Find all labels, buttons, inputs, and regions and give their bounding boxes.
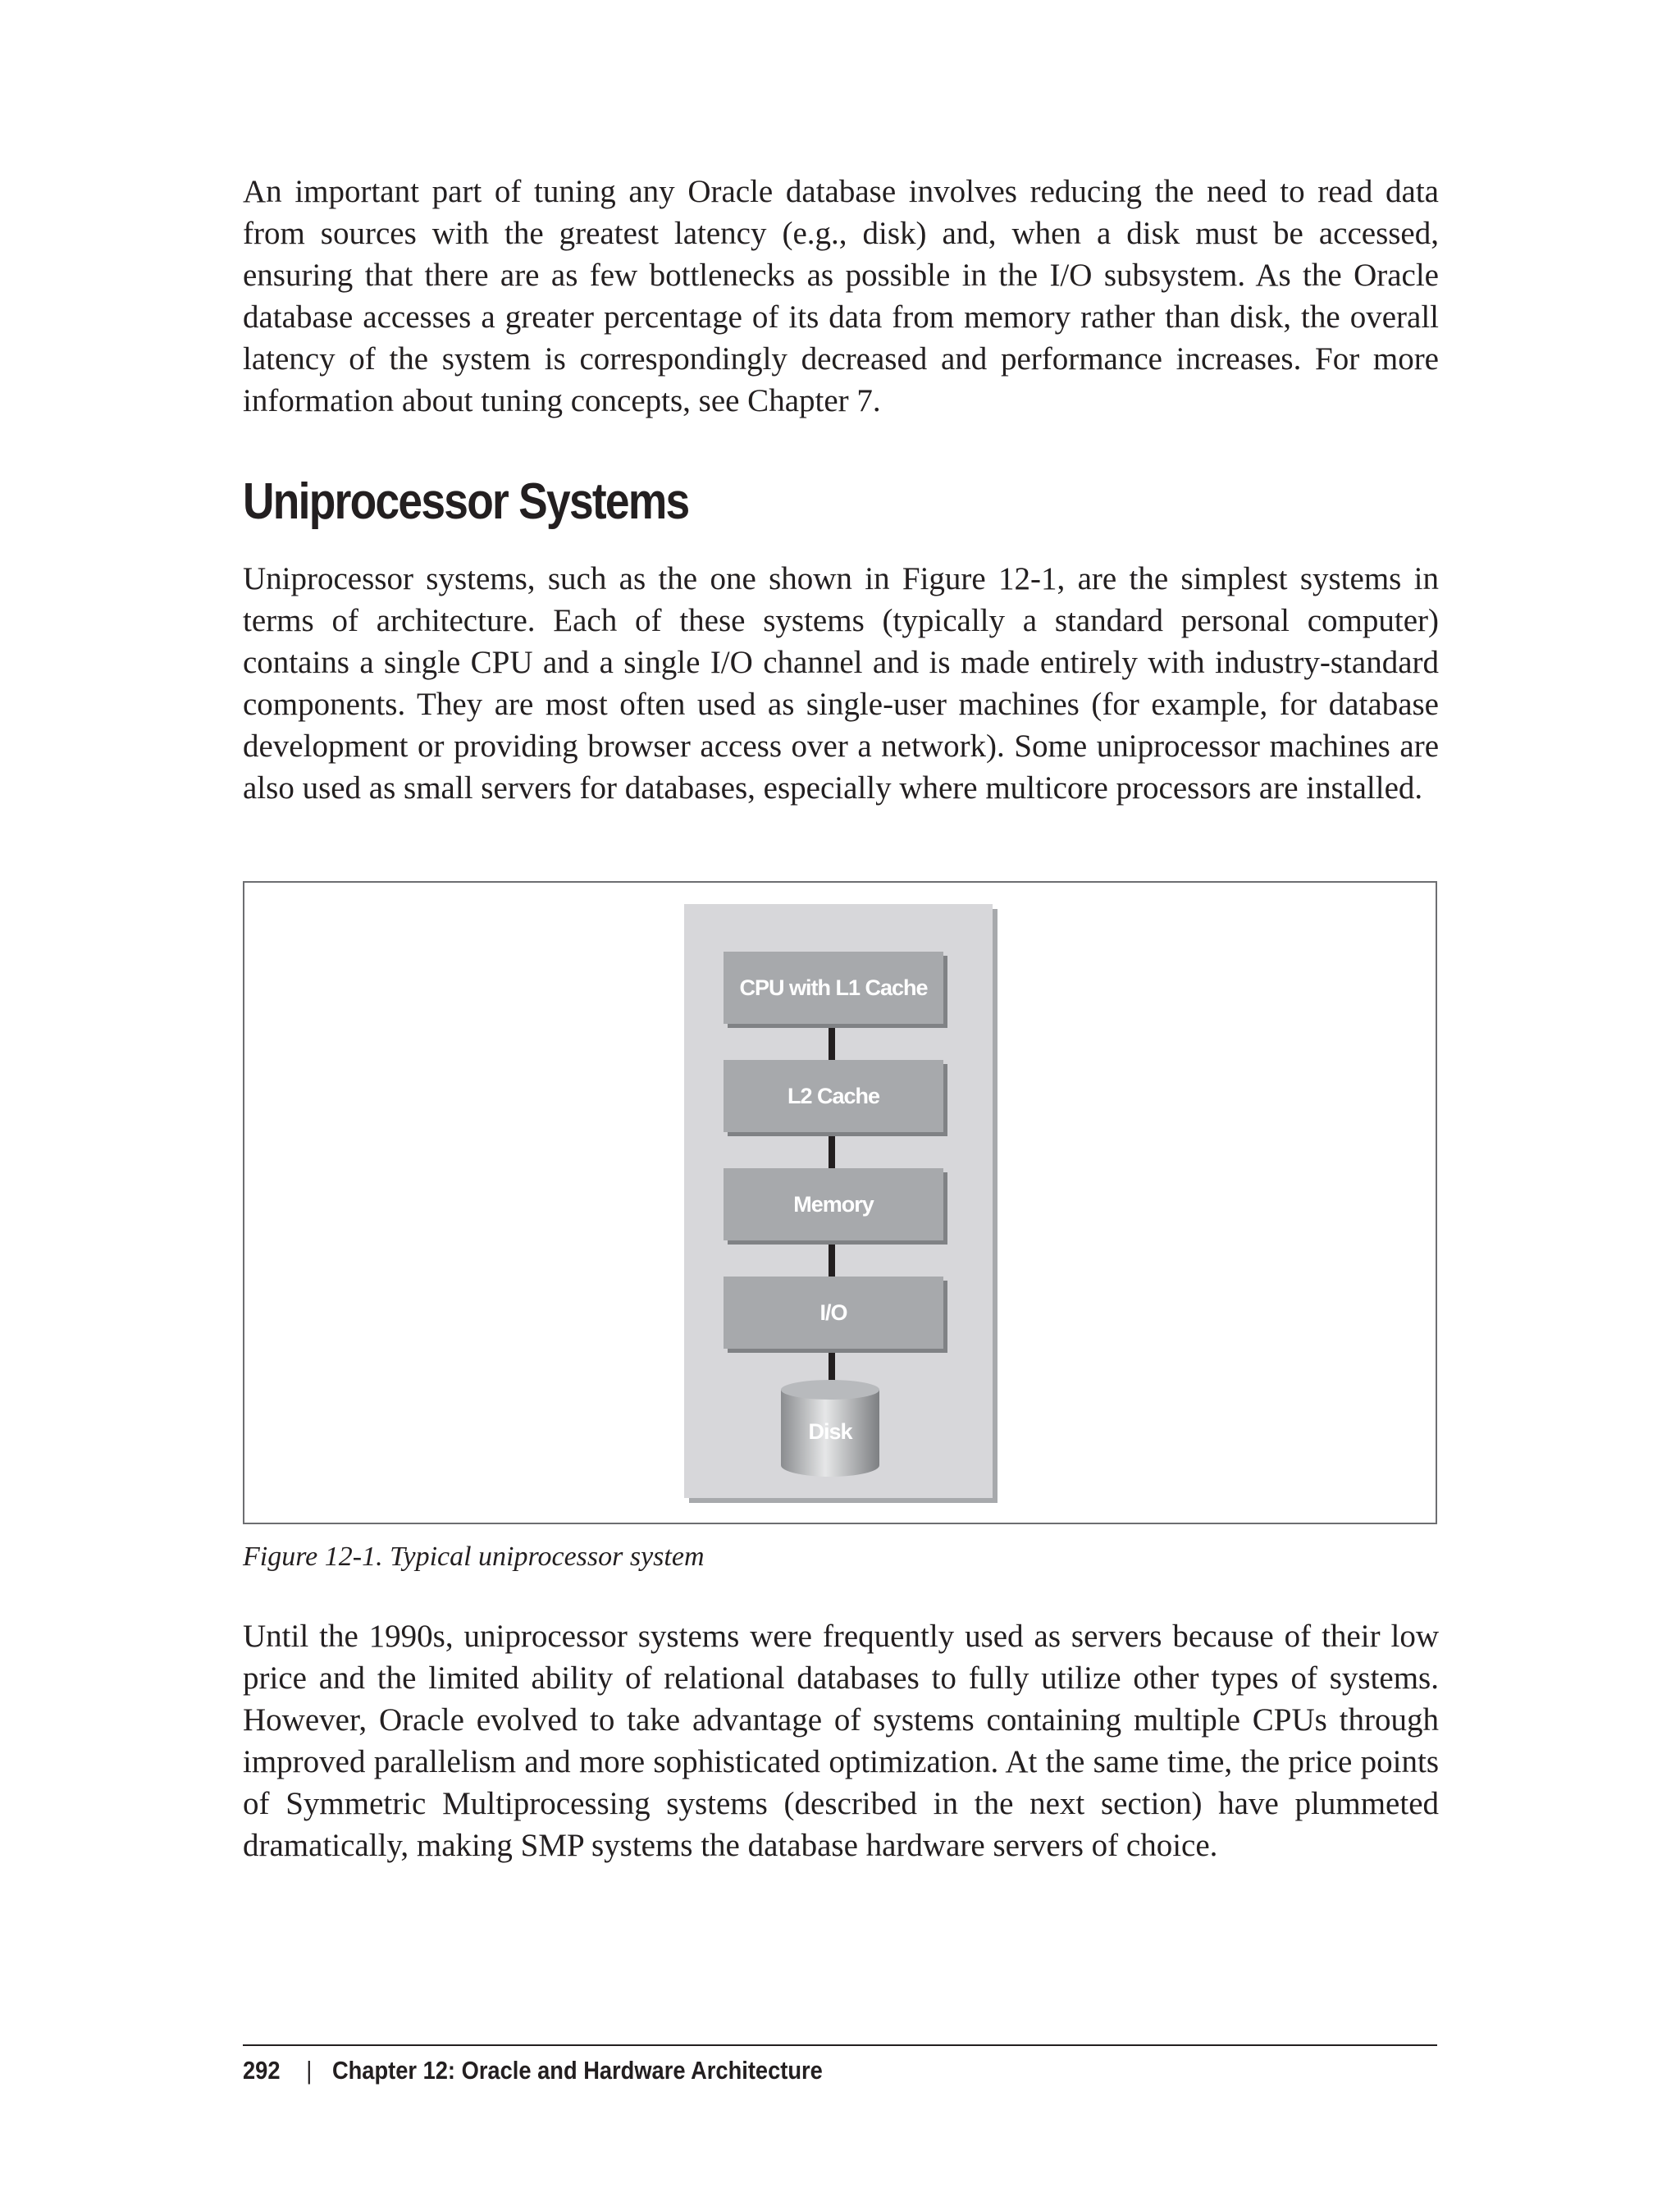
chapter-title: Chapter 12: Oracle and Hardware Architecture <box>331 2056 823 2085</box>
uniprocessor-paragraph: Uniprocessor systems, such as the one shown in Figure 12-1, are the simplest systems in terms of architecture. Each of these systems (typically a standard personal computer) contains a single CPU and a single I/O channel and is made entirely with industry-standard components. They are most often used as single-user machines (for example, for database development or providing browser access over a network). Some uniprocessor machines are also used as small servers for databases, especially where multicore processors are installed. <box>243 561 1439 806</box>
disk-label: Disk <box>808 1419 852 1444</box>
intro-paragraph: An important part of tuning any Oracle database involves reducing the need to read data from sources with the greatest latency (e.g., disk) and, when a disk must be accessed, ensuring that there are as few bottlenecks as possible in the I/O subsystem. As the Oracle database accesses a greater percentage of its data from memory rather than disk, the overall latency of the system is correspondingly decreased and performance increases. For more information about tuning concepts, see Chapter 7. <box>243 174 1439 418</box>
section-heading: Uniprocessor Systems <box>243 473 689 530</box>
history-paragraph: Until the 1990s, uniprocessor systems were frequently used as servers because of their low price and the limited ability of relational databases to fully utilize other types of systems. However, Oracle evolved to take advantage of systems containing multiple CPUs through improved parallelism and more sophisticated optimization. At the same time, the price points of Symmetric Multiprocessing systems (described in the next section) have plummeted dramatically, making SMP systems the database hardware servers of choice. <box>243 1619 1439 1863</box>
figure-caption: Figure 12-1. Typical uniprocessor system <box>243 1541 705 1572</box>
page-number: 292 <box>243 2056 281 2085</box>
page-footer <box>243 2053 823 2089</box>
cpu-box: CPU with L1 Cache <box>724 952 943 1024</box>
connector-memory-io <box>829 1244 835 1277</box>
io-box: I/O <box>724 1277 943 1349</box>
footer-rule <box>243 2044 1437 2046</box>
connector-cpu-l2 <box>829 1027 835 1060</box>
l2-cache-box: L2 Cache <box>724 1060 943 1132</box>
connector-l2-memory <box>829 1135 835 1168</box>
footer-separator: | <box>306 2056 313 2085</box>
memory-box: Memory <box>724 1168 943 1240</box>
